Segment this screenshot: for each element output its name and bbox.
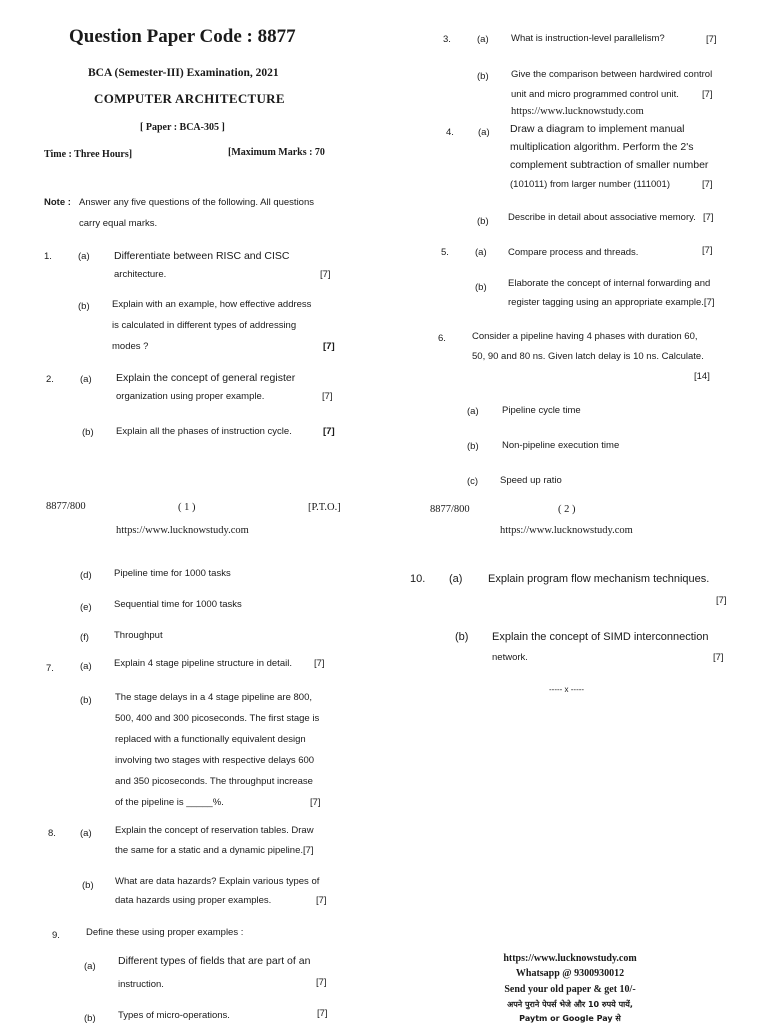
part-label: (b) — [477, 216, 489, 227]
promo-payment: Paytm or Google Pay से — [519, 1014, 621, 1023]
question-text: Different types of fields that are part of an — [118, 955, 311, 967]
question-text: Non-pipeline execution time — [502, 440, 620, 451]
question-number: 7. — [46, 663, 54, 674]
question-text: Give the comparison between hardwired control — [511, 69, 713, 80]
question-text: (101011) from larger number (111001) — [510, 179, 670, 190]
part-label: (b) — [477, 71, 489, 82]
marks: [7] — [323, 341, 335, 352]
question-number: 1. — [44, 251, 52, 262]
question-text: What is instruction-level parallelism? — [511, 33, 665, 44]
question-text: replaced with a functionally equivalent design — [115, 734, 306, 745]
pto-label: [P.T.O.] — [308, 502, 341, 513]
question-text: Pipeline cycle time — [502, 405, 581, 416]
part-label: (c) — [467, 476, 479, 487]
question-text: Throughput — [114, 630, 163, 641]
marks: [14] — [694, 371, 710, 382]
question-text: Explain the concept of SIMD interconnection — [492, 631, 709, 643]
part-label: (e) — [80, 602, 92, 613]
question-number: 8. — [48, 828, 56, 839]
part-label: (a) — [78, 251, 90, 262]
question-text: 500, 400 and 300 picoseconds. The first stage is — [115, 713, 320, 724]
part-label: (b) — [82, 880, 94, 891]
part-label: (b) — [80, 695, 92, 706]
marks: [7] — [716, 595, 727, 606]
question-text: 50, 90 and 80 ns. Given latch delay is 10 ns. Calculate. — [472, 351, 704, 362]
question-text: Pipeline time for 1000 tasks — [114, 568, 231, 579]
part-label: (d) — [80, 570, 92, 581]
paper-code: [ Paper : BCA-305 ] — [140, 122, 225, 133]
part-label: (b) — [467, 441, 479, 452]
marks: [7] — [322, 391, 333, 402]
page-number: ( 2 ) — [558, 504, 576, 515]
question-text: Differentiate between RISC and CISC — [114, 250, 290, 262]
question-text: The stage delays in a 4 stage pipeline are 800, — [115, 692, 312, 703]
marks: [7] — [310, 797, 321, 808]
question-number: 9. — [52, 930, 60, 941]
marks: [7] — [323, 426, 335, 437]
question-text: Elaborate the concept of internal forwarding and — [508, 278, 711, 289]
question-text: register tagging using an appropriate example.[7] — [508, 297, 715, 308]
part-label: (a) — [80, 374, 92, 385]
end-of-paper-mark: ----- x ----- — [549, 685, 585, 694]
marks: [7] — [316, 977, 327, 988]
question-text: Describe in detail about associative memory. — [508, 212, 696, 223]
part-label: (a) — [475, 247, 487, 258]
part-label: (a) — [477, 34, 489, 45]
paper-code-footer: 8877/800 — [46, 501, 86, 512]
question-text: Explain with an example, how effective address — [112, 299, 312, 310]
question-text: involving two stages with respective delays 600 — [115, 755, 315, 766]
marks: [7] — [316, 895, 327, 906]
question-number: 3. — [443, 34, 451, 45]
marks: [7] — [706, 34, 717, 45]
question-number: 5. — [441, 247, 449, 258]
question-text: Consider a pipeline having 4 phases with duration 60, — [472, 331, 698, 342]
question-text: the same for a static and a dynamic pipeline.[7] — [115, 845, 314, 856]
promo-offer: Send your old paper & get 10/- — [504, 984, 636, 995]
part-label: (a) — [80, 828, 92, 839]
question-text: Draw a diagram to implement manual — [510, 123, 685, 135]
question-text: multiplication algorithm. Perform the 2's — [510, 141, 694, 153]
page-number: ( 1 ) — [178, 502, 196, 513]
question-text: modes ? — [112, 341, 149, 352]
max-marks-label: [Maximum Marks : 70 — [228, 147, 325, 158]
part-label: (b) — [475, 282, 487, 293]
question-text: unit and micro programmed control unit. — [511, 89, 679, 100]
part-label: (a) — [449, 573, 463, 585]
subject-title: COMPUTER ARCHITECTURE — [94, 91, 285, 106]
question-number: 10. — [410, 573, 426, 585]
marks: [7] — [314, 658, 325, 669]
question-text: Types of micro-operations. — [118, 1010, 230, 1021]
marks: [7] — [703, 212, 714, 223]
part-label: (a) — [478, 127, 490, 138]
website-link[interactable]: https://www.lucknowstudy.com — [511, 106, 644, 117]
question-text: instruction. — [118, 979, 164, 990]
website-link[interactable]: https://www.lucknowstudy.com — [116, 525, 249, 536]
question-text: data hazards using proper examples. — [115, 895, 272, 906]
question-text: What are data hazards? Explain various types of — [115, 876, 320, 887]
question-text: complement subtraction of smaller number — [510, 159, 709, 171]
part-label: (b) — [78, 301, 90, 312]
question-text: Explain 4 stage pipeline structure in detail. — [114, 658, 292, 669]
part-label: (a) — [80, 661, 92, 672]
question-text: and 350 picoseconds. The throughput increase — [115, 776, 313, 787]
question-text: Sequential time for 1000 tasks — [114, 599, 242, 610]
question-text: is calculated in different types of addressing — [112, 320, 297, 331]
promo-whatsapp: Whatsapp @ 9300930012 — [515, 968, 625, 979]
question-text: architecture. — [114, 269, 167, 280]
marks: [7] — [713, 652, 724, 663]
time-label: Time : Three Hours] — [44, 149, 133, 160]
website-link[interactable]: https://www.lucknowstudy.com — [500, 525, 633, 536]
question-text: Speed up ratio — [500, 475, 562, 486]
note-label: Note : — [44, 197, 71, 208]
marks: [7] — [702, 179, 713, 190]
question-text: of the pipeline is _____%. — [115, 797, 224, 808]
part-label: (b) — [84, 1013, 96, 1024]
promo-website[interactable]: https://www.lucknowstudy.com — [503, 953, 637, 964]
part-label: (b) — [455, 631, 469, 643]
question-text: organization using proper example. — [116, 391, 265, 402]
question-text: Compare process and threads. — [508, 247, 639, 258]
paper-code-title: Question Paper Code : 8877 — [69, 26, 296, 47]
paper-code-footer: 8877/800 — [430, 504, 470, 515]
question-text: Explain the concept of reservation tables. Draw — [115, 825, 314, 836]
question-number: 6. — [438, 333, 446, 344]
note-line: Answer any five questions of the following. All questions — [79, 197, 314, 208]
marks: [7] — [702, 89, 713, 100]
promo-hindi: अपने पुराने पेपर्स भेजे और 10 रुपये पायें, — [507, 1000, 633, 1009]
question-text: Explain the concept of general register — [116, 372, 296, 384]
part-label: (f) — [80, 632, 89, 643]
part-label: (a) — [84, 961, 96, 972]
marks: [7] — [702, 245, 713, 256]
question-text: network. — [492, 652, 528, 663]
marks: [7] — [317, 1008, 328, 1019]
question-text: Explain program flow mechanism techniques. — [488, 573, 710, 585]
part-label: (a) — [467, 406, 479, 417]
question-number: 4. — [446, 127, 454, 138]
exam-name: BCA (Semester-III) Examination, 2021 — [88, 67, 279, 79]
question-number: 2. — [46, 374, 54, 385]
note-line: carry equal marks. — [79, 218, 158, 229]
question-text: Define these using proper examples : — [86, 927, 244, 938]
part-label: (b) — [82, 427, 94, 438]
marks: [7] — [320, 269, 331, 280]
question-text: Explain all the phases of instruction cycle. — [116, 426, 292, 437]
